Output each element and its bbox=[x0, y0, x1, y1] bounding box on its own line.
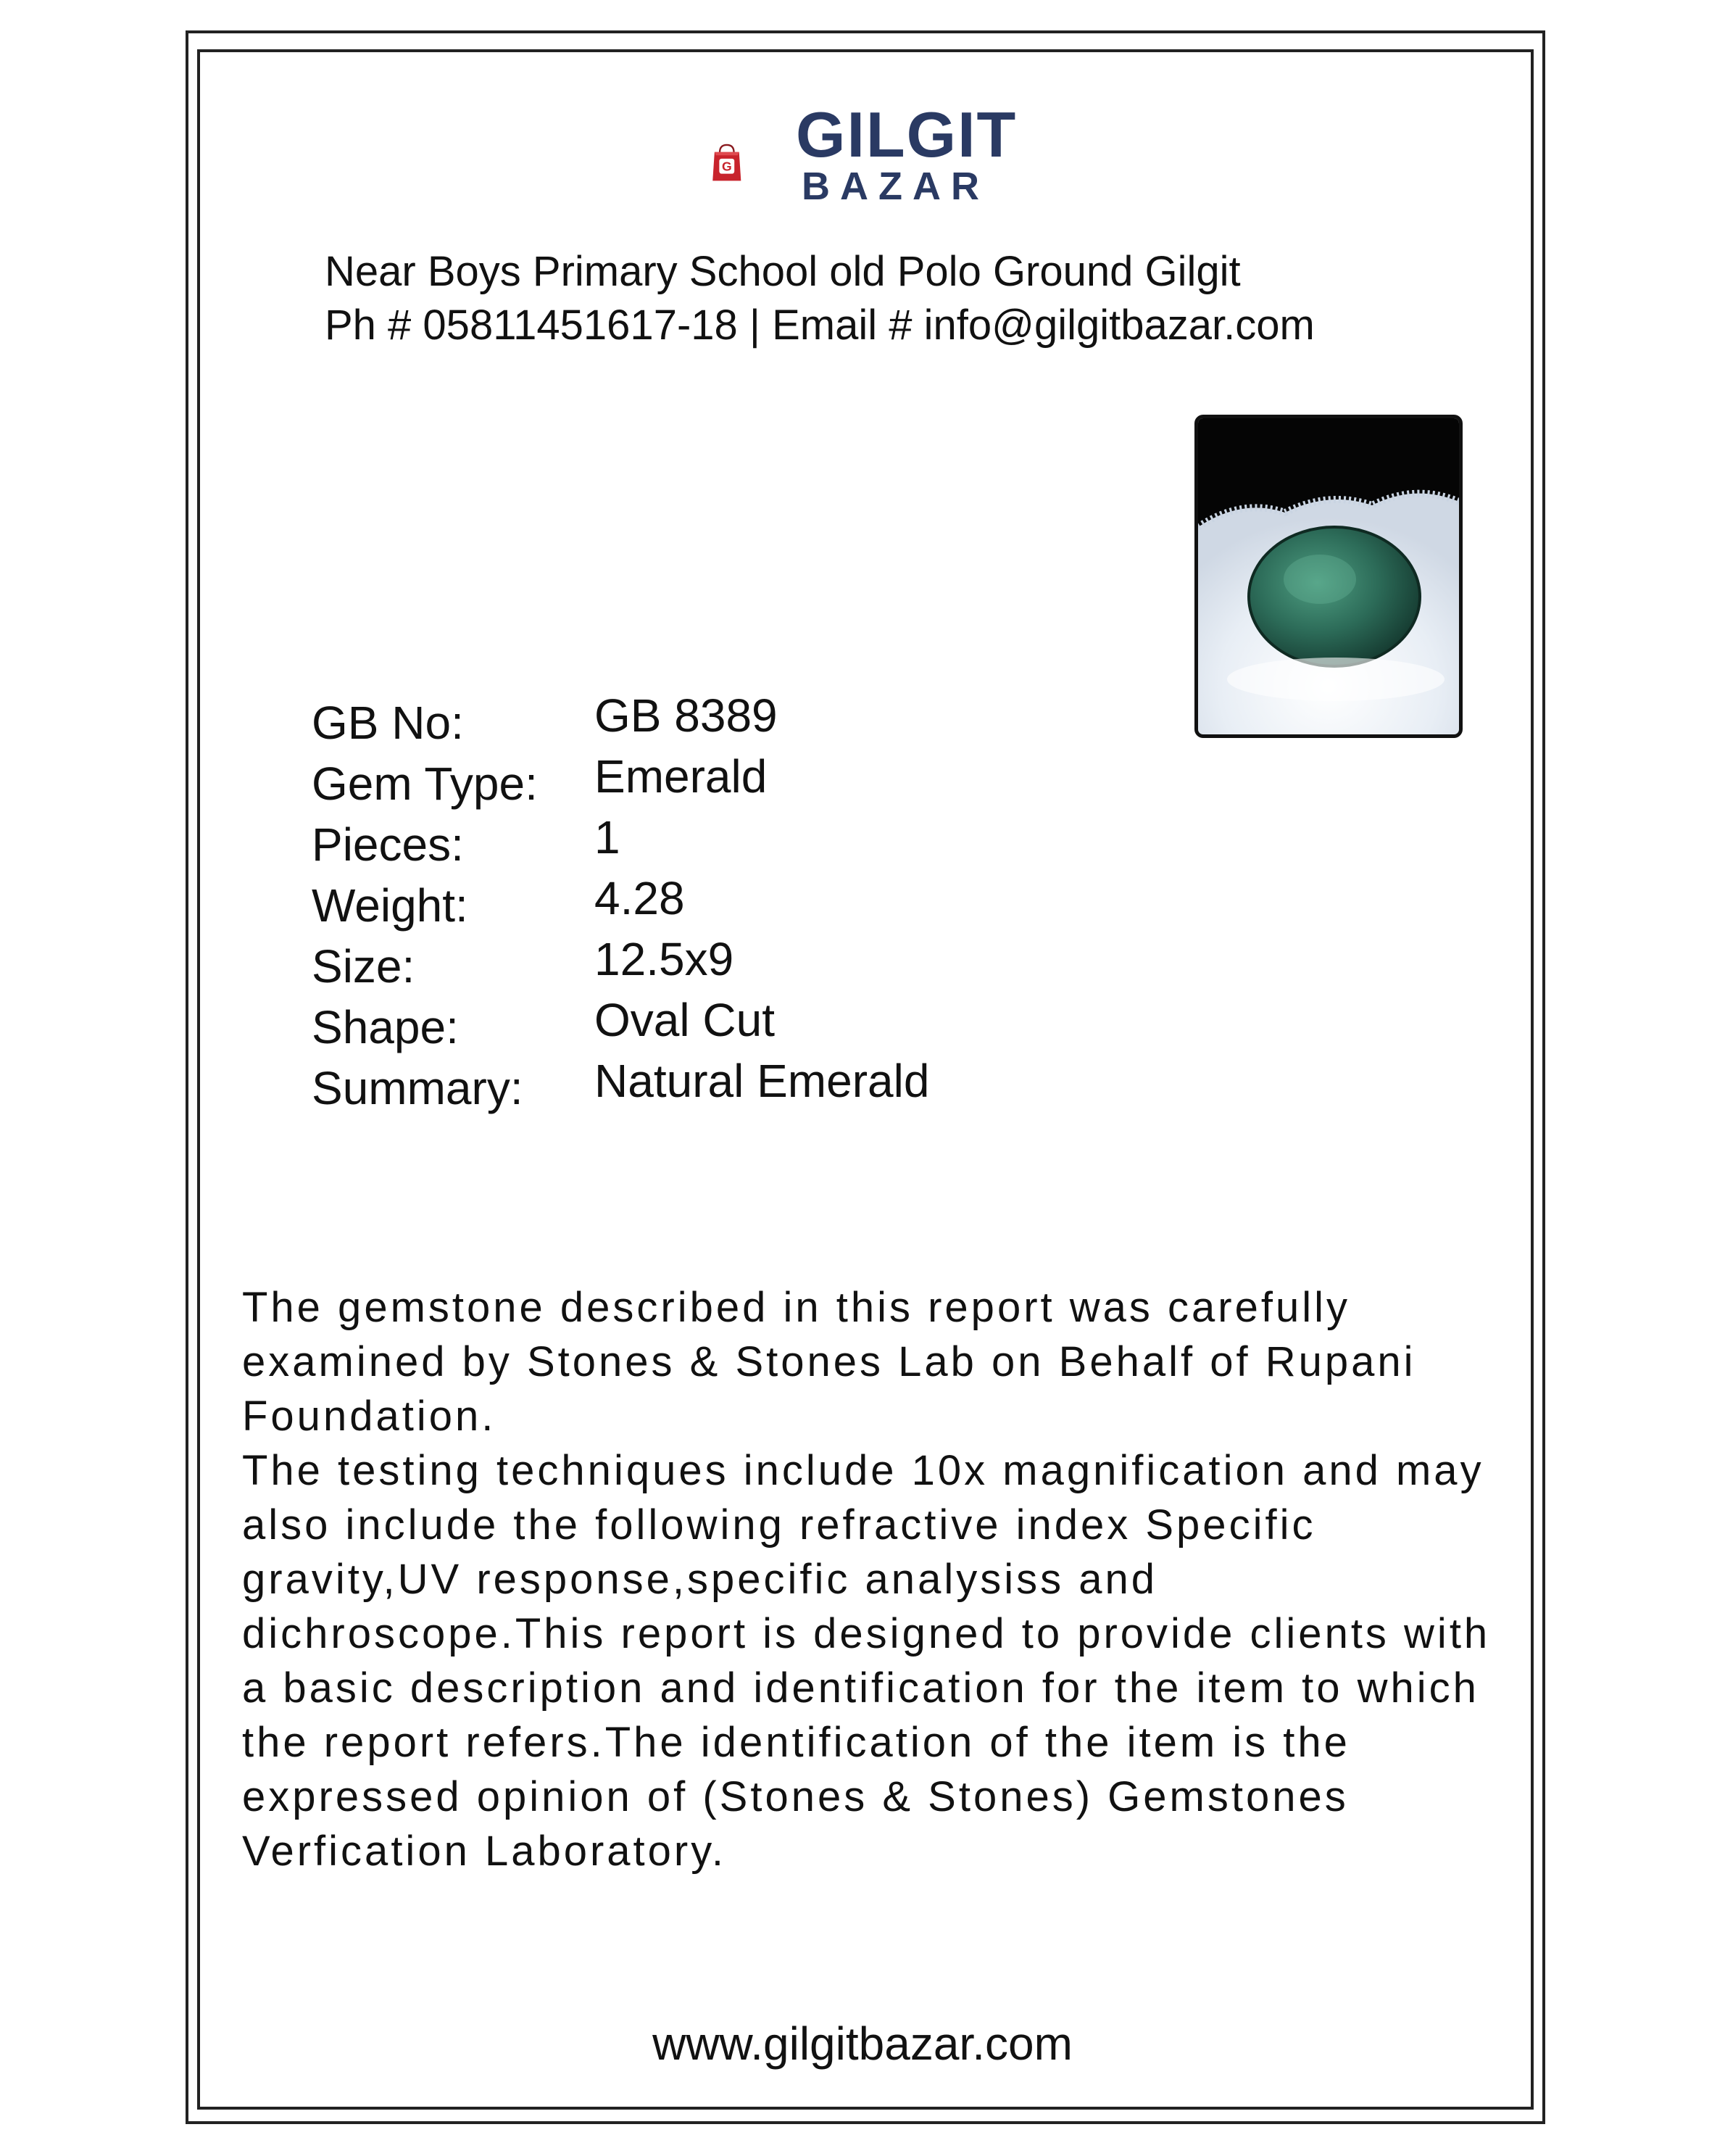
gemstone-photo bbox=[1194, 415, 1463, 738]
detail-label: GB No: bbox=[312, 697, 464, 749]
detail-value: Natural Emerald bbox=[594, 1055, 930, 1107]
detail-value: Emerald bbox=[594, 750, 768, 803]
detail-label: Summary: bbox=[312, 1062, 523, 1114]
svg-text:G: G bbox=[721, 159, 732, 174]
detail-value: Oval Cut bbox=[594, 994, 775, 1046]
detail-label: Shape: bbox=[312, 1001, 459, 1053]
report-paragraph-2: The testing techniques include 10x magnification and may also include the following refractive index Specific gravity,UV response,specific analysiss and dichroscope.This report is designed to provide clients with a basic description and identification for the item to which the report refers.The identification of the item is the expressed opinion of (Stones & Stones) Gemstones Verfication Laboratory. bbox=[242, 1447, 1491, 1875]
detail-label: Weight: bbox=[312, 879, 468, 932]
address-line: Near Boys Primary School old Polo Ground Gilgit bbox=[325, 248, 1241, 295]
detail-value: GB 8389 bbox=[594, 689, 778, 742]
footer-website: www.gilgitbazar.com bbox=[652, 2018, 1073, 2070]
detail-label: Pieces: bbox=[312, 818, 464, 871]
brand-name-line1: GILGIT bbox=[796, 99, 1018, 170]
report-description bbox=[242, 1280, 1503, 1878]
emerald-image bbox=[1198, 418, 1459, 734]
detail-label: Size: bbox=[312, 940, 415, 992]
contact-line: Ph # 05811451617-18 | Email # info@gilgitbazar.com bbox=[325, 302, 1315, 349]
brand-name-line2: BAZAR bbox=[802, 165, 989, 208]
detail-value: 4.28 bbox=[594, 872, 685, 924]
detail-value: 1 bbox=[594, 811, 620, 863]
report-paragraph-1: The gemstone described in this report was carefully examined by Stones & Stones Lab on Behalf of Rupani Foundation. bbox=[242, 1284, 1416, 1440]
detail-label: Gem Type: bbox=[312, 758, 538, 810]
header-address-block bbox=[325, 245, 1315, 352]
detail-value: 12.5x9 bbox=[594, 933, 734, 985]
